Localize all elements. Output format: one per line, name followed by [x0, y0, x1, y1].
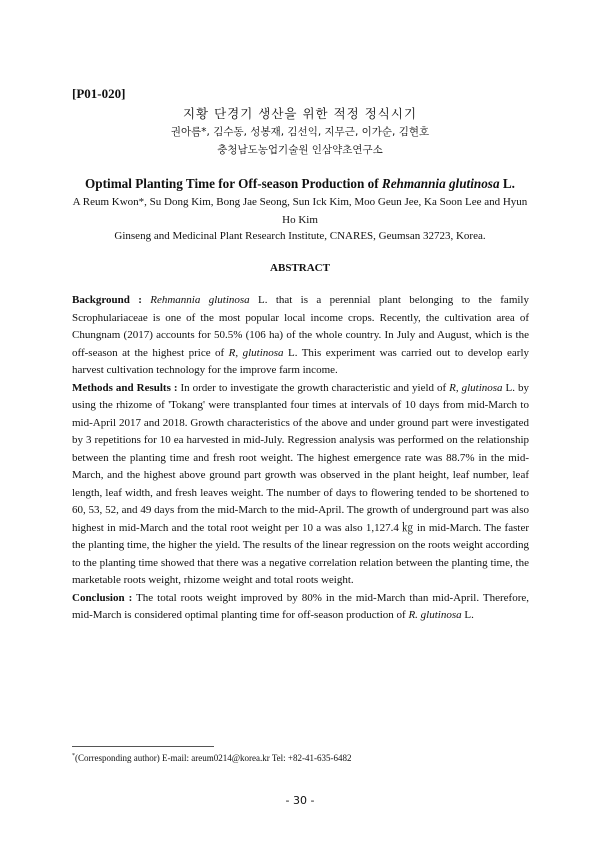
- korean-authors: 권아름*, 김수동, 성봉재, 김선익, 지무근, 이가순, 김현호: [170, 126, 430, 138]
- methods-species: R, glutinosa: [449, 381, 503, 394]
- english-institution: Ginseng and Medicinal Plant Research Institute, CNARES, Geumsan 32723, Korea.: [114, 230, 486, 242]
- footnote-divider: [72, 746, 214, 747]
- methods-label: Methods and Results :: [72, 381, 178, 394]
- conclusion-paragraph: [72, 590, 529, 625]
- title-species: Rehmannia glutinosa: [381, 176, 500, 191]
- page-number: - 30 -: [285, 794, 315, 807]
- abstract-heading: ABSTRACT: [270, 262, 330, 274]
- conclusion-text-1: The total roots weight improved by 80% in the mid-March than mid-April. Therefore, mid-March is considered optimal planting time for off-season production of: [72, 591, 529, 621]
- english-title: [0, 176, 600, 192]
- background-species: Rehmannia glutinosa: [150, 294, 250, 306]
- background-label: Background :: [72, 294, 142, 306]
- methods-text-2: L. by using the rhizome of 'Tokang' were transplanted four times at intervals of 10 days from mid-March to mid-April 2017 and 2018. Growth characteristics of the above and under ground part were investigated by 3 repetitions for 10 ea harvested in mid-July. Regression analysis was performed on the relationship between the planting time and fresh root weight. The highest emergence rate was 88.7% in the mid-March, and the highest above ground part growth was observed in the plant height, leaf number, leaf length, leaf width, and fresh leaves weight. The number of days to flowering tended to be shortened to 60, 53, 52, and 49 days from the mid-March to the mid-April. The growth of underground part was also highest in mid-March and the total root weight per 10 a was also 1,127.4 ㎏ in mid-March. The faster the planting time, the higher the yield. The results of the linear regression on the roots weight according to the planting time showed that there was a negative correlation relation between the planting time, the marketable roots weight, rhizome weight and total roots weight.: [72, 381, 529, 586]
- footnote-mark: *: [72, 753, 75, 759]
- english-authors: A Reum Kwon*, Su Dong Kim, Bong Jae Seong, Sun Ick Kim, Moo Geun Jee, Ka Soon Lee and Hyun Ho Kim: [72, 196, 528, 226]
- conclusion-label: Conclusion :: [72, 591, 133, 604]
- background-paragraph: [72, 292, 529, 380]
- korean-institution: 충청남도농업기술원 인삼약초연구소: [217, 144, 383, 156]
- abstract-body: [72, 292, 529, 625]
- footnote: [72, 753, 352, 763]
- abstract-code: [P01-020]: [72, 86, 126, 101]
- title-prefix: Optimal Planting Time for Off-season Production of: [85, 176, 382, 191]
- korean-title: 지황 단경기 생산을 위한 적정 정식시기: [182, 106, 418, 121]
- methods-text-1: In order to investigate the growth characteristic and yield of: [177, 381, 450, 394]
- conclusion-species: R. glutinosa: [408, 609, 462, 621]
- title-suffix: L.: [499, 176, 515, 191]
- background-text-3: L. This experiment was carried out to develop early harvest cultivation technology for the improve farm income.: [72, 346, 529, 376]
- methods-paragraph: [72, 380, 529, 590]
- background-text-2: L. that is a perennial plant belonging to the family Scrophulariaceae is one of the most popular local income crops. Recently, the cultivation area of Chungnam (2017) accounts for 50.5% (106 ha) of the whole country. In July and August, which is the off-season at the highest price of: [72, 294, 529, 359]
- footnote-text: (Corresponding author) E-mail: areum0214@korea.kr Tel: +82-41-635-6482: [75, 753, 352, 763]
- background-text-1: [142, 294, 150, 306]
- background-species-2: R, glutinosa: [228, 346, 284, 359]
- conclusion-text-2: L.: [461, 609, 474, 621]
